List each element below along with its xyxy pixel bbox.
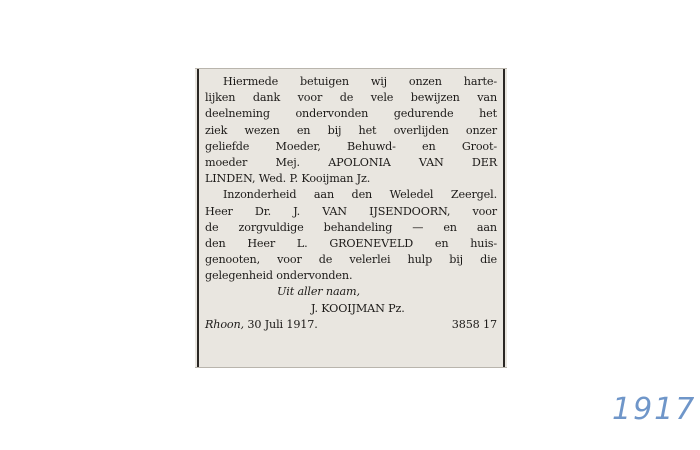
notice-line: lijken dank voor de vele bewijzen van xyxy=(205,91,497,105)
handwritten-year: 1917 xyxy=(612,392,697,427)
notice-line: Hiermede betuigen wij onzen harte- xyxy=(223,75,497,88)
notice-line: genooten, voor de velerlei hulp bij die xyxy=(205,253,497,267)
notice-text xyxy=(205,74,497,333)
left-border-rule xyxy=(197,69,199,367)
place-name: Rhoon, xyxy=(205,317,244,331)
notice-line: Inzonderheid aan den Weledel Zeergel. xyxy=(223,188,497,202)
notice-line: den Heer L. GROENEVELD en huis- xyxy=(205,236,497,250)
ad-number: 3858 17 xyxy=(451,317,497,331)
notice-line: Heer Dr. J. VAN IJSENDOORN, voor xyxy=(205,204,497,218)
notice-date: 30 Juli 1917. xyxy=(247,317,318,331)
notice-line: gelegenheid ondervonden. xyxy=(205,269,353,283)
date-line xyxy=(205,317,497,333)
notice-line: ziek wezen en bij het overlijden onzer xyxy=(205,123,497,137)
notice-line: geliefde Moeder, Behuwd- en Groot- xyxy=(205,139,497,153)
notice-line: de zorgvuldige behandeling — en aan xyxy=(205,220,497,234)
place-and-date xyxy=(205,317,318,333)
notice-clipping xyxy=(195,68,507,368)
notice-line: LINDEN, Wed. P. Kooijman Jz. xyxy=(205,172,371,186)
notice-line: deelneming ondervonden gedurende het xyxy=(205,107,497,121)
notice-line: moeder Mej. APOLONIA VAN DER xyxy=(205,155,497,169)
right-border-rule xyxy=(503,69,505,367)
signature-name: J. KOOIJMAN Pz. xyxy=(311,301,405,315)
closing-phrase: Uit aller naam, xyxy=(277,285,360,299)
